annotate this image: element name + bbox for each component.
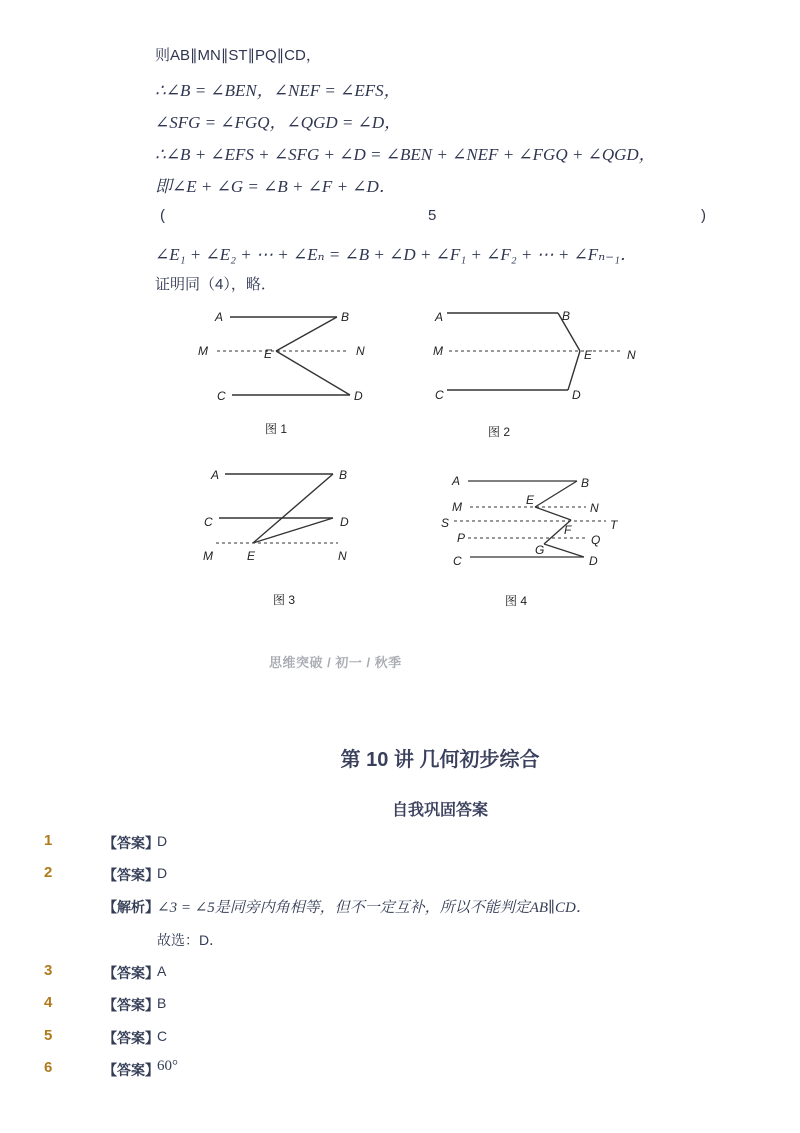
fig2-label-d: D: [572, 388, 581, 402]
answer-value: C: [157, 1028, 168, 1044]
fig1-label-e: E: [264, 347, 273, 361]
fig3-caption: 图 3: [273, 593, 296, 607]
fig4-label-m: M: [452, 500, 462, 514]
fig2-label-n: N: [627, 348, 636, 362]
fig2-label-b: B: [562, 309, 571, 323]
proof-line-3: ∠SFG = ∠FGQ，∠QGD = ∠D，: [155, 113, 402, 132]
part5-close-paren: ): [701, 207, 706, 224]
answer-tag: 【答案】: [103, 867, 159, 883]
answer-value: 60°: [157, 1058, 178, 1074]
lecture-title: 第 10 讲 几何初步综合: [340, 749, 540, 771]
fig3-label-d: D: [340, 515, 349, 529]
fig4-label-p: P: [457, 531, 466, 545]
fig2-label-a: A: [435, 310, 444, 324]
proof-line-7: 证明同（4），略．: [155, 276, 276, 293]
fig1-label-n: N: [356, 344, 365, 358]
analysis-tag: 【解析】: [103, 899, 159, 915]
fig1-label-a: A: [215, 310, 224, 324]
answer-value: B: [157, 995, 167, 1011]
answer-value: D: [157, 865, 168, 881]
answer-tag: 【答案】: [103, 835, 159, 851]
proof-line-1: 则AB∥MN∥ST∥PQ∥CD，: [155, 47, 321, 64]
answer-tag: 【答案】: [103, 965, 159, 981]
question-number: 6: [44, 1059, 53, 1076]
analysis-conclusion: 故选：D．: [157, 932, 224, 948]
fig4-label-b: B: [581, 476, 590, 490]
figure-2: [425, 300, 645, 440]
fig1-label-d: D: [354, 389, 363, 403]
part5-number: 5: [428, 207, 437, 224]
fig4-label-d: D: [589, 554, 598, 568]
fig3-label-b: B: [339, 468, 348, 482]
answer-tag: 【答案】: [103, 1062, 159, 1078]
fig2-label-c: C: [435, 388, 444, 402]
section-title: 自我巩固答案: [391, 802, 488, 819]
fig4-label-a: A: [452, 474, 461, 488]
figure-1: [190, 300, 390, 440]
fig4-label-s: S: [441, 516, 450, 530]
question-number: 4: [44, 994, 53, 1011]
proof-line-4: ∴∠B + ∠EFS + ∠SFG + ∠D = ∠BEN + ∠NEF + ∠FGQ + ∠QGD，: [155, 145, 656, 164]
figure-3: [195, 460, 375, 607]
fig1-label-c: C: [217, 389, 226, 403]
fig4-label-g: G: [535, 543, 545, 557]
part5-open-paren: (: [160, 207, 165, 224]
question-number: 1: [44, 832, 53, 849]
fig1-label-b: B: [341, 310, 350, 324]
answer-value: A: [157, 963, 167, 979]
analysis-text: ∠3 = ∠5是同旁内角相等，但不一定互补，所以不能判定AB∥CD．: [157, 900, 591, 916]
fig4-caption: 图 4: [505, 594, 528, 608]
answer-tag: 【答案】: [103, 997, 159, 1013]
fig4-label-c: C: [453, 554, 462, 568]
question-number: 5: [44, 1027, 53, 1044]
fig4-label-e: E: [526, 493, 535, 507]
fig3-label-n: N: [338, 549, 347, 563]
question-number: 2: [44, 864, 53, 881]
fig1-caption: 图 1: [265, 422, 288, 436]
fig3-label-c: C: [204, 515, 213, 529]
proof-line-6: ∠E₁ + ∠E₂ + ⋯ + ∠Eₙ = ∠B + ∠D + ∠F₁ + ∠F₂ + ⋯ + ∠Fₙ₋₁．: [155, 245, 637, 264]
fig3-label-m: M: [203, 549, 213, 563]
fig2-label-e: E: [584, 348, 593, 362]
fig3-label-a: A: [211, 468, 220, 482]
fig4-label-q: Q: [591, 533, 601, 547]
fig1-label-m: M: [198, 344, 208, 358]
figure-4: [440, 470, 640, 608]
question-number: 3: [44, 962, 53, 979]
answer-value: D: [157, 833, 168, 849]
fig4-label-f: F: [564, 523, 572, 537]
fig2-label-m: M: [433, 344, 443, 358]
fig3-label-e: E: [247, 549, 256, 563]
proof-line-2: ∴∠B = ∠BEN，∠NEF = ∠EFS，: [155, 81, 401, 100]
fig4-label-t: T: [610, 518, 618, 532]
fig2-caption: 图 2: [488, 425, 511, 439]
answer-tag: 【答案】: [103, 1030, 159, 1046]
proof-line-5: 即∠E + ∠G = ∠B + ∠F + ∠D．: [155, 177, 396, 196]
page-footer: 思维突破 / 初一 / 秋季: [269, 655, 402, 670]
fig4-label-n: N: [590, 501, 599, 515]
